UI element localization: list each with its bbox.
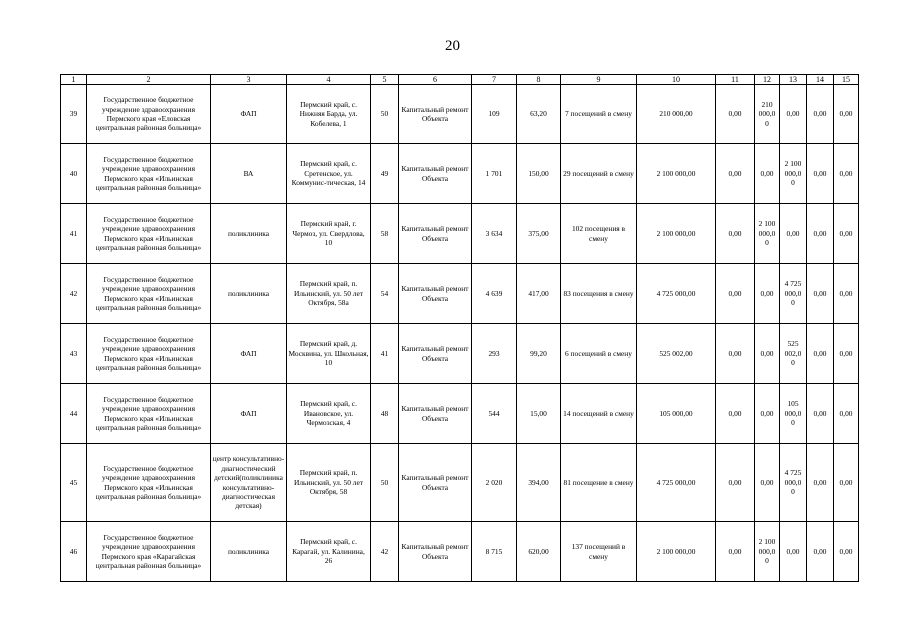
wear-percent: 48 <box>371 384 399 444</box>
area-value: 1 701 <box>472 144 517 204</box>
cost-value: 417,00 <box>517 264 561 324</box>
address: Пермский край, с. Ивановское, ул. Чермозская, 4 <box>287 384 371 444</box>
object-type: ВА <box>211 144 287 204</box>
amount-year-4: 0,00 <box>807 522 834 582</box>
column-header: 3 <box>211 75 287 85</box>
column-header: 9 <box>561 75 637 85</box>
capacity: 102 посещения в смену <box>561 204 637 264</box>
wear-percent: 41 <box>371 324 399 384</box>
amount-year-4: 0,00 <box>807 384 834 444</box>
column-header: 12 <box>755 75 780 85</box>
institution-name: Государственное бюджетное учреждение здравоохранения Пермского края «Ильинская центральная районная больница» <box>87 264 211 324</box>
cost-value: 150,00 <box>517 144 561 204</box>
wear-percent: 58 <box>371 204 399 264</box>
table-row <box>61 324 859 384</box>
amount-year-2: 2 100 000,0 0 <box>755 522 780 582</box>
object-type: центр консультативно-диагностический детский(поликлиника консультативно-диагностическая детская) <box>211 444 287 522</box>
amount-year-2: 0,00 <box>755 384 780 444</box>
amount-year-5: 0,00 <box>834 204 859 264</box>
amount-year-1: 0,00 <box>716 384 755 444</box>
amount-year-5: 0,00 <box>834 384 859 444</box>
institution-name: Государственное бюджетное учреждение здравоохранения Пермского края «Карагайская центральная районная больница» <box>87 522 211 582</box>
object-type: поликлиника <box>211 264 287 324</box>
column-header: 6 <box>399 75 472 85</box>
amount-year-1: 0,00 <box>716 522 755 582</box>
address: Пермский край, г. Чермоз, ул. Свердлова, 10 <box>287 204 371 264</box>
area-value: 109 <box>472 85 517 144</box>
work-type: Капитальный ремонт Объекта <box>399 85 472 144</box>
table-row <box>61 204 859 264</box>
cost-value: 620,00 <box>517 522 561 582</box>
column-header: 11 <box>716 75 755 85</box>
area-value: 293 <box>472 324 517 384</box>
column-header: 4 <box>287 75 371 85</box>
table-row <box>61 264 859 324</box>
work-type: Капитальный ремонт Объекта <box>399 144 472 204</box>
institution-name: Государственное бюджетное учреждение здравоохранения Пермского края «Еловская центральная районная больница» <box>87 85 211 144</box>
table-body <box>61 85 859 582</box>
amount-year-2: 0,00 <box>755 264 780 324</box>
area-value: 3 634 <box>472 204 517 264</box>
capacity: 137 посещений в смену <box>561 522 637 582</box>
row-number: 45 <box>61 444 87 522</box>
amount-year-3: 2 100 000,0 0 <box>780 144 807 204</box>
capacity: 83 посещения в смену <box>561 264 637 324</box>
table-row <box>61 144 859 204</box>
work-type: Капитальный ремонт Объекта <box>399 444 472 522</box>
amount-year-1: 0,00 <box>716 204 755 264</box>
row-number: 41 <box>61 204 87 264</box>
column-header: 15 <box>834 75 859 85</box>
column-header: 1 <box>61 75 87 85</box>
column-number-row <box>61 75 859 85</box>
wear-percent: 42 <box>371 522 399 582</box>
total-amount: 2 100 000,00 <box>637 144 716 204</box>
column-header: 10 <box>637 75 716 85</box>
address: Пермский край, д. Москвина, ул. Школьная, 10 <box>287 324 371 384</box>
amount-year-2: 0,00 <box>755 144 780 204</box>
amount-year-3: 4 725 000,0 0 <box>780 264 807 324</box>
address: Пермский край, с. Нижняя Барда, ул. Кобелева, 1 <box>287 85 371 144</box>
cost-value: 63,20 <box>517 85 561 144</box>
amount-year-5: 0,00 <box>834 324 859 384</box>
address: Пермский край, с. Карагай, ул. Калинина, 26 <box>287 522 371 582</box>
institution-name: Государственное бюджетное учреждение здравоохранения Пермского края «Ильинская центральная районная больница» <box>87 324 211 384</box>
amount-year-1: 0,00 <box>716 264 755 324</box>
total-amount: 525 002,00 <box>637 324 716 384</box>
amount-year-3: 525 002,0 0 <box>780 324 807 384</box>
amount-year-2: 0,00 <box>755 324 780 384</box>
column-header: 13 <box>780 75 807 85</box>
column-header: 14 <box>807 75 834 85</box>
wear-percent: 54 <box>371 264 399 324</box>
amount-year-5: 0,00 <box>834 264 859 324</box>
table-row <box>61 85 859 144</box>
amount-year-5: 0,00 <box>834 522 859 582</box>
amount-year-3: 0,00 <box>780 204 807 264</box>
amount-year-4: 0,00 <box>807 85 834 144</box>
capacity: 7 посещений в смену <box>561 85 637 144</box>
amount-year-1: 0,00 <box>716 85 755 144</box>
cost-value: 15,00 <box>517 384 561 444</box>
address: Пермский край, с. Сретенское, ул. Коммунис-тическая, 14 <box>287 144 371 204</box>
amount-year-5: 0,00 <box>834 85 859 144</box>
amount-year-3: 105 000,0 0 <box>780 384 807 444</box>
work-type: Капитальный ремонт Объекта <box>399 264 472 324</box>
column-header: 7 <box>472 75 517 85</box>
row-number: 42 <box>61 264 87 324</box>
amount-year-4: 0,00 <box>807 324 834 384</box>
row-number: 39 <box>61 85 87 144</box>
amount-year-3: 0,00 <box>780 522 807 582</box>
cost-value: 375,00 <box>517 204 561 264</box>
amount-year-4: 0,00 <box>807 144 834 204</box>
object-type: ФАП <box>211 85 287 144</box>
amount-year-5: 0,00 <box>834 144 859 204</box>
table-row <box>61 384 859 444</box>
work-type: Капитальный ремонт Объекта <box>399 324 472 384</box>
object-type: ФАП <box>211 384 287 444</box>
amount-year-1: 0,00 <box>716 324 755 384</box>
table-row <box>61 522 859 582</box>
wear-percent: 50 <box>371 444 399 522</box>
amount-year-4: 0,00 <box>807 204 834 264</box>
total-amount: 2 100 000,00 <box>637 522 716 582</box>
object-type: поликлиника <box>211 204 287 264</box>
total-amount: 210 000,00 <box>637 85 716 144</box>
wear-percent: 50 <box>371 85 399 144</box>
address: Пермский край, п. Ильинский, ул. 50 лет Октября, 58 <box>287 444 371 522</box>
amount-year-2: 210 000,0 0 <box>755 85 780 144</box>
amount-year-3: 0,00 <box>780 85 807 144</box>
amount-year-4: 0,00 <box>807 264 834 324</box>
total-amount: 105 000,00 <box>637 384 716 444</box>
row-number: 46 <box>61 522 87 582</box>
total-amount: 4 725 000,00 <box>637 444 716 522</box>
cost-value: 394,00 <box>517 444 561 522</box>
column-header: 8 <box>517 75 561 85</box>
amount-year-4: 0,00 <box>807 444 834 522</box>
object-type: поликлиника <box>211 522 287 582</box>
capacity: 81 посещение в смену <box>561 444 637 522</box>
object-type: ФАП <box>211 324 287 384</box>
area-value: 8 715 <box>472 522 517 582</box>
work-type: Капитальный ремонт Объекта <box>399 522 472 582</box>
capacity: 14 посещений в смену <box>561 384 637 444</box>
cost-value: 99,20 <box>517 324 561 384</box>
amount-year-1: 0,00 <box>716 144 755 204</box>
row-number: 43 <box>61 324 87 384</box>
area-value: 2 020 <box>472 444 517 522</box>
column-header: 2 <box>87 75 211 85</box>
area-value: 544 <box>472 384 517 444</box>
area-value: 4 639 <box>472 264 517 324</box>
total-amount: 2 100 000,00 <box>637 204 716 264</box>
data-table <box>60 74 859 582</box>
work-type: Капитальный ремонт Объекта <box>399 384 472 444</box>
institution-name: Государственное бюджетное учреждение здравоохранения Пермского края «Ильинская центральная районная больница» <box>87 444 211 522</box>
amount-year-5: 0,00 <box>834 444 859 522</box>
capacity: 6 посещений в смену <box>561 324 637 384</box>
address: Пермский край, п. Ильинский, ул. 50 лет Октября, 58а <box>287 264 371 324</box>
row-number: 40 <box>61 144 87 204</box>
amount-year-1: 0,00 <box>716 444 755 522</box>
capacity: 29 посещений в смену <box>561 144 637 204</box>
institution-name: Государственное бюджетное учреждение здравоохранения Пермского края «Ильинская центральная районная больница» <box>87 384 211 444</box>
institution-name: Государственное бюджетное учреждение здравоохранения Пермского края «Ильинская центральная районная больница» <box>87 204 211 264</box>
table-row <box>61 444 859 522</box>
amount-year-2: 0,00 <box>755 444 780 522</box>
institution-name: Государственное бюджетное учреждение здравоохранения Пермского края «Ильинская центральная районная больница» <box>87 144 211 204</box>
wear-percent: 49 <box>371 144 399 204</box>
amount-year-3: 4 725 000,0 0 <box>780 444 807 522</box>
amount-year-2: 2 100 000,0 0 <box>755 204 780 264</box>
column-header: 5 <box>371 75 399 85</box>
work-type: Капитальный ремонт Объекта <box>399 204 472 264</box>
row-number: 44 <box>61 384 87 444</box>
total-amount: 4 725 000,00 <box>637 264 716 324</box>
page-number: 20 <box>445 38 460 54</box>
